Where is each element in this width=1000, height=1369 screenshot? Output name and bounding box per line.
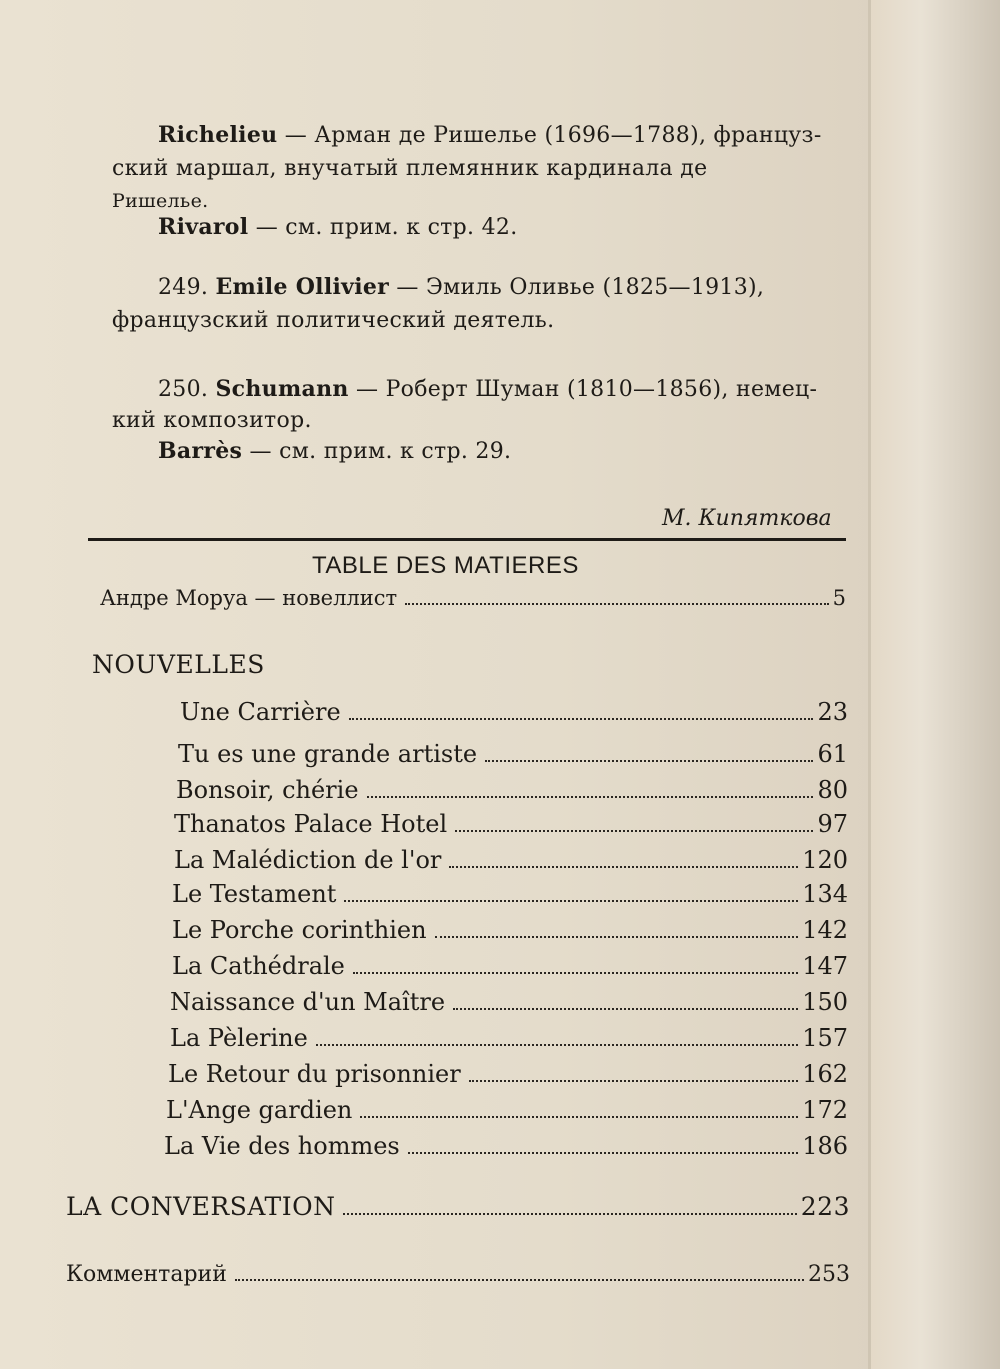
toc-entry-page: 172 bbox=[802, 1096, 848, 1124]
toc-entry-page: 23 bbox=[817, 698, 848, 726]
note-text: — Арман де Ришелье (1696—1788), француз- bbox=[277, 123, 822, 148]
note-number: 249. bbox=[158, 275, 216, 300]
toc-entry-title: Андре Моруа — новеллист bbox=[100, 586, 398, 610]
divider bbox=[88, 538, 846, 541]
toc-entry-title: La Vie des hommes bbox=[164, 1132, 400, 1160]
note-barres bbox=[158, 434, 511, 469]
toc-entry[interactable] bbox=[168, 1060, 848, 1094]
toc-entry-page: 61 bbox=[817, 740, 848, 768]
note-text: — см. прим. к стр. 29. bbox=[242, 439, 512, 464]
note-text: — Эмиль Оливье (1825—1913), bbox=[389, 275, 765, 300]
toc-entry-title: La Cathédrale bbox=[172, 952, 345, 980]
toc-section-heading: NOUVELLES bbox=[92, 650, 265, 679]
toc-entry-page: 253 bbox=[808, 1262, 850, 1287]
leader-dots bbox=[235, 1279, 804, 1281]
leader-dots bbox=[469, 1080, 799, 1082]
toc-entry[interactable] bbox=[176, 776, 848, 810]
toc-title: TABLE DES MATIERES bbox=[312, 552, 579, 579]
note-term: Richelieu bbox=[158, 122, 278, 148]
toc-entry-title: LA CONVERSATION bbox=[66, 1192, 336, 1221]
toc-entry[interactable] bbox=[164, 1132, 848, 1166]
note-text: французский политический деятель. bbox=[112, 308, 555, 333]
toc-entry-intro[interactable] bbox=[100, 586, 846, 620]
note-250-line-2 bbox=[112, 404, 312, 438]
note-number: 250. bbox=[158, 377, 216, 402]
note-250-line-1 bbox=[158, 372, 817, 407]
note-249-line-1 bbox=[158, 270, 764, 305]
toc-entry-page: 223 bbox=[800, 1192, 850, 1221]
leader-dots bbox=[453, 1008, 798, 1010]
toc-entry[interactable] bbox=[178, 740, 848, 774]
leader-dots bbox=[353, 972, 798, 974]
toc-entry-title: Bonsoir, chérie bbox=[176, 776, 359, 804]
note-term: Rivarol bbox=[158, 214, 249, 240]
note-term: Schumann bbox=[215, 376, 349, 402]
toc-entry-title: Tu es une grande artiste bbox=[178, 740, 478, 768]
toc-entry-page: 162 bbox=[802, 1060, 848, 1088]
toc-entry-page: 186 bbox=[802, 1132, 848, 1160]
toc-entry[interactable] bbox=[170, 988, 848, 1022]
toc-entry-page: 134 bbox=[802, 880, 848, 908]
toc-entry[interactable] bbox=[172, 952, 848, 986]
leader-dots bbox=[316, 1044, 798, 1046]
toc-entry-title: L'Ange gardien bbox=[166, 1096, 353, 1124]
toc-entry-title: La Pèlerine bbox=[170, 1024, 308, 1052]
toc-entry-page: 142 bbox=[802, 916, 848, 944]
leader-dots bbox=[349, 718, 814, 720]
leader-dots bbox=[343, 1213, 796, 1215]
toc-entry-page: 120 bbox=[802, 846, 848, 874]
toc-entry-page: 80 bbox=[817, 776, 848, 804]
leader-dots bbox=[435, 936, 799, 938]
leader-dots bbox=[367, 796, 814, 798]
leader-dots bbox=[455, 830, 813, 832]
note-rivarol bbox=[158, 210, 518, 245]
note-text: кий композитор. bbox=[112, 408, 312, 433]
note-text: — см. прим. к стр. 42. bbox=[248, 215, 518, 240]
toc-entry[interactable] bbox=[174, 846, 848, 880]
toc-entry-title: Naissance d'un Maître bbox=[170, 988, 446, 1016]
toc-entry-title: Le Porche corinthien bbox=[172, 916, 427, 944]
toc-entry-page: 147 bbox=[802, 952, 848, 980]
note-richelieu-line-1 bbox=[158, 118, 822, 153]
toc-entry-title: La Malédiction de l'or bbox=[174, 846, 442, 874]
toc-entry[interactable] bbox=[174, 810, 848, 844]
note-text: — Роберт Шуман (1810—1856), немец- bbox=[348, 377, 818, 402]
toc-entry-page: 97 bbox=[817, 810, 848, 838]
toc-entry-page: 157 bbox=[802, 1024, 848, 1052]
leader-dots bbox=[344, 900, 798, 902]
toc-entry-title: Le Testament bbox=[172, 880, 337, 908]
leader-dots bbox=[408, 1152, 798, 1154]
toc-entry[interactable] bbox=[172, 880, 848, 914]
toc-entry-title: Thanatos Palace Hotel bbox=[174, 810, 448, 838]
note-249-line-2 bbox=[112, 304, 554, 338]
note-richelieu-line-2 bbox=[112, 152, 707, 186]
leader-dots bbox=[485, 760, 813, 762]
toc-entry-title: Комментарий bbox=[66, 1262, 227, 1287]
leader-dots bbox=[405, 603, 828, 605]
toc-entry[interactable] bbox=[172, 916, 848, 950]
toc-entry-page: 5 bbox=[832, 586, 846, 610]
toc-entry-title: Le Retour du prisonnier bbox=[168, 1060, 461, 1088]
toc-entry[interactable] bbox=[170, 1024, 848, 1058]
toc-entry-commentary[interactable] bbox=[66, 1262, 850, 1296]
note-term: Barrès bbox=[158, 438, 243, 464]
toc-entry-title: Une Carrière bbox=[180, 698, 341, 726]
toc-entry[interactable] bbox=[166, 1096, 848, 1130]
note-text: ский маршал, внучатый племянник кардинала де bbox=[112, 156, 708, 181]
note-text: Ришелье. bbox=[112, 190, 209, 212]
toc-entry-page: 150 bbox=[802, 988, 848, 1016]
commentator-signature: М. Кипяткова bbox=[662, 506, 832, 531]
toc-entry[interactable] bbox=[180, 698, 848, 732]
leader-dots bbox=[449, 866, 798, 868]
note-term: Emile Ollivier bbox=[215, 274, 390, 300]
toc-entry-conversation[interactable] bbox=[66, 1192, 850, 1226]
leader-dots bbox=[360, 1116, 798, 1118]
